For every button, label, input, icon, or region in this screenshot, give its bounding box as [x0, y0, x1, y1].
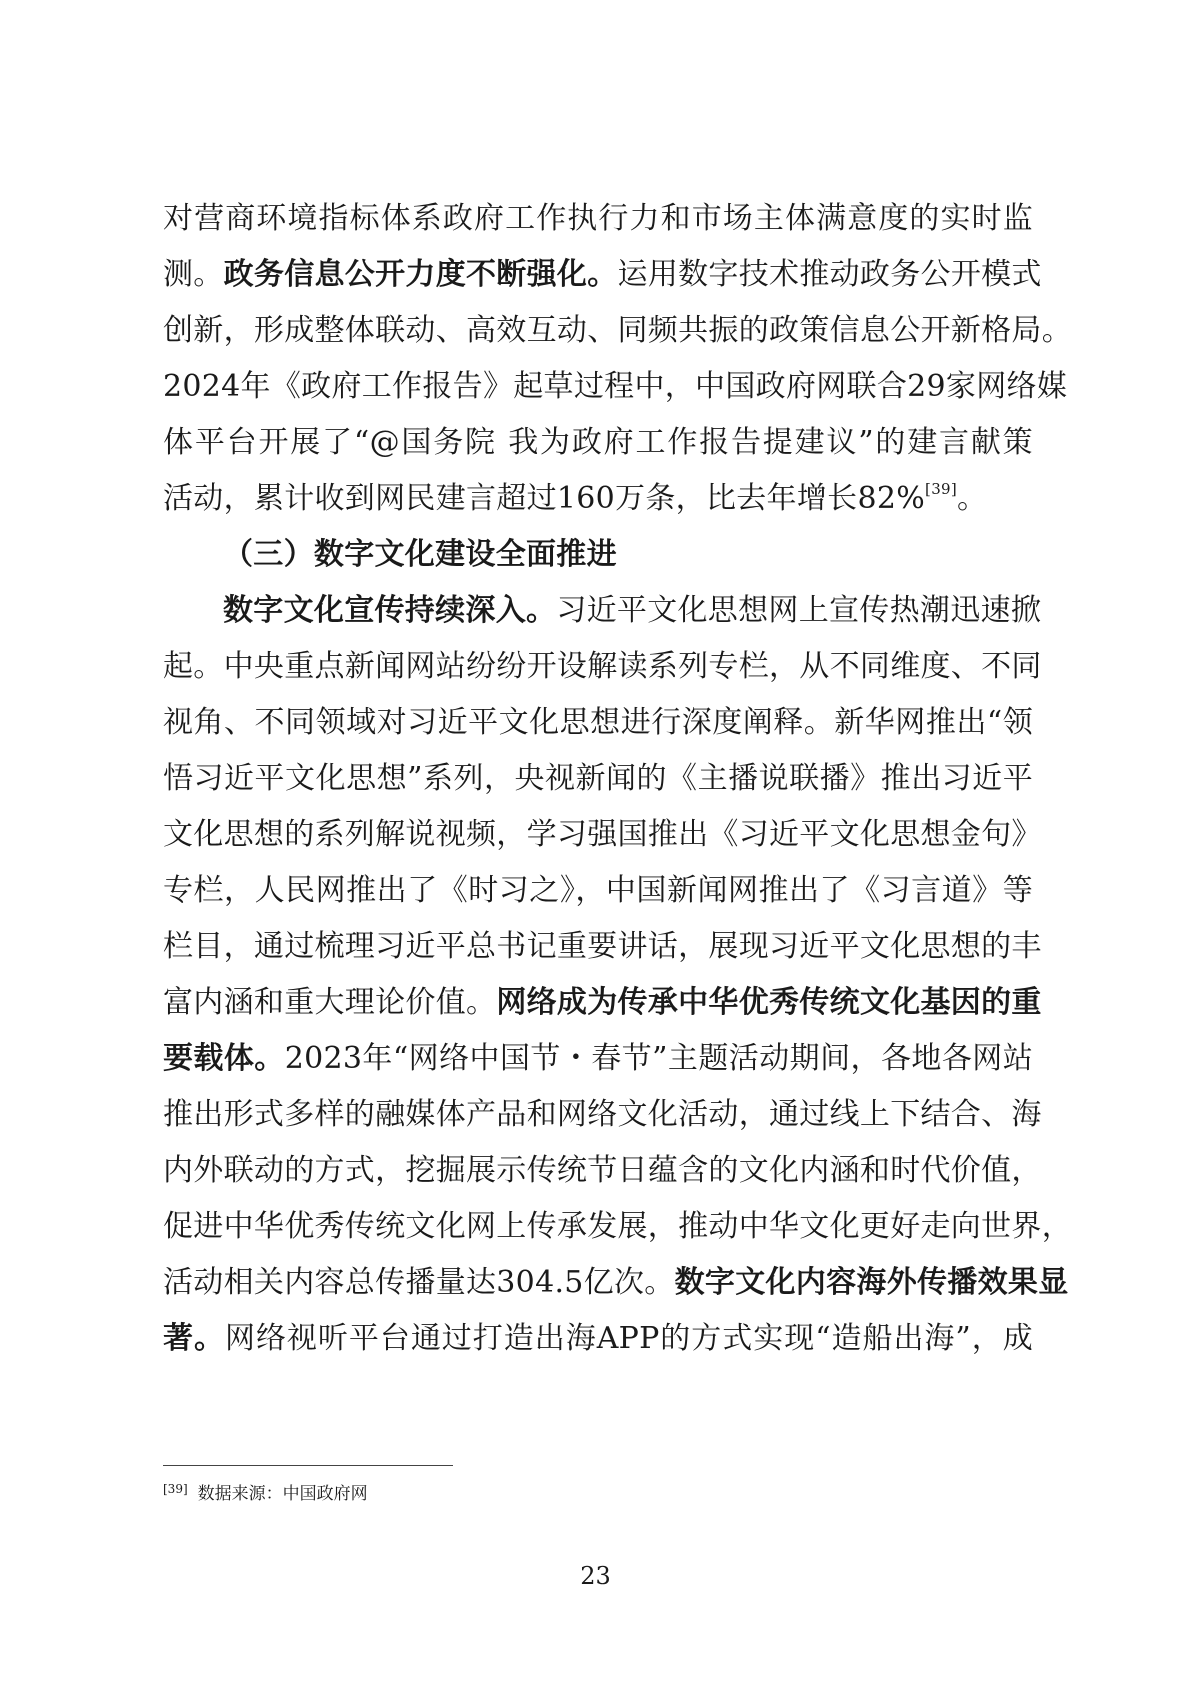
text-line: [163, 815, 1042, 855]
text-run: 创新，形成整体联动、高效互动、同频共振的政策信息公开新格局。: [163, 313, 1072, 348]
text-line: [163, 871, 1033, 911]
text-line: [163, 479, 1033, 519]
bold-heading-run: 数字文化内容海外传播效果显: [674, 1265, 1069, 1300]
footnote-text: 数据来源：中国政府网: [197, 1484, 368, 1504]
bold-heading-run: 网络成为传承中华优秀传统文化基因的重: [496, 985, 1042, 1020]
text-line: [163, 927, 1042, 967]
section-heading: [223, 535, 1033, 575]
bold-heading-run: 政务信息公开力度不断强化。: [223, 257, 618, 292]
text-run: 内外联动的方式，挖掘展示传统节日蕴含的文化内涵和时代价值，: [163, 1153, 1042, 1188]
text-line: [163, 1319, 1033, 1359]
text-run: 。: [957, 481, 988, 516]
text-run: 起。: [163, 649, 224, 684]
text-line: [163, 423, 1033, 463]
text-run: 视角、不同领域对习近平文化思想进行深度阐释。新华网推出“领: [163, 705, 1033, 740]
page-number: 23: [580, 1562, 611, 1590]
text-run: 网络视听平台通过打造出海APP的方式实现“造船出海”，成: [224, 1321, 1034, 1356]
text-line: [163, 703, 1033, 743]
text-run: 体平台开展了“@国务院 我为政府工作报告提建议”的建言献策: [163, 425, 1033, 460]
text-run: 活动，累计收到网民建言超过160万条，比去年增长82%: [163, 481, 926, 516]
text-run: 活动相关内容总传播量达304.5亿次。: [163, 1265, 675, 1300]
text-line: [163, 367, 1068, 407]
text-run: 推出形式多样的融媒体产品和网络文化活动，通过线上下结合、海: [163, 1097, 1042, 1132]
text-run: 中央重点新闻网站纷纷开设解读系列专栏，从不同维度、不同: [223, 649, 1042, 684]
footnote-mark: [39]: [163, 1482, 188, 1496]
text-run: 2024年《政府工作报告》起草过程中，中国政府网联合29家网络媒: [163, 369, 1068, 404]
text-line: [163, 311, 1072, 351]
footnote: [163, 1477, 368, 1506]
text-line: [163, 759, 1033, 799]
text-run: 测。: [163, 257, 224, 292]
text-line: [163, 1039, 1033, 1079]
text-line: [163, 1263, 1069, 1303]
text-line: [163, 983, 1042, 1023]
footnote-reference[interactable]: [39]: [925, 480, 958, 498]
text-line: [163, 1151, 1042, 1191]
text-line: [163, 1207, 1072, 1247]
text-run: 文化思想的系列解说视频，学习强国推出《习近平文化思想金句》: [163, 817, 1042, 852]
text-run: 运用数字技术推动政务公开模式: [617, 257, 1042, 292]
text-line: [163, 1095, 1042, 1135]
bold-heading-run: 要载体。: [163, 1041, 285, 1076]
text-run: 悟习近平文化思想”系列，央视新闻的《主播说联播》推出习近平: [163, 761, 1033, 796]
text-run: 2023年“网络中国节・春节”主题活动期间，各地各网站: [284, 1041, 1033, 1076]
text-line: [223, 591, 1042, 631]
section-heading-text: （三）数字文化建设全面推进: [223, 537, 617, 572]
text-line: [163, 255, 1042, 295]
footnote-divider: [163, 1465, 453, 1466]
bold-heading-run: 著。: [163, 1321, 225, 1356]
text-run: 对营商环境指标体系政府工作执行力和市场主体满意度的实时监: [163, 201, 1033, 236]
text-run: 富内涵和重大理论价值。: [163, 985, 497, 1020]
text-line: [163, 199, 1033, 239]
text-line: [163, 647, 1042, 687]
text-run: 促进中华优秀传统文化网上传承发展，推动中华文化更好走向世界，: [163, 1209, 1072, 1244]
text-run: 栏目，通过梳理习近平总书记重要讲话，展现习近平文化思想的丰: [163, 929, 1042, 964]
bold-heading-run: 数字文化宣传持续深入。: [223, 593, 557, 628]
text-run: 专栏，人民网推出了《时习之》，中国新闻网推出了《习言道》等: [163, 873, 1033, 908]
text-run: 习近平文化思想网上宣传热潮迅速掀: [556, 593, 1042, 628]
